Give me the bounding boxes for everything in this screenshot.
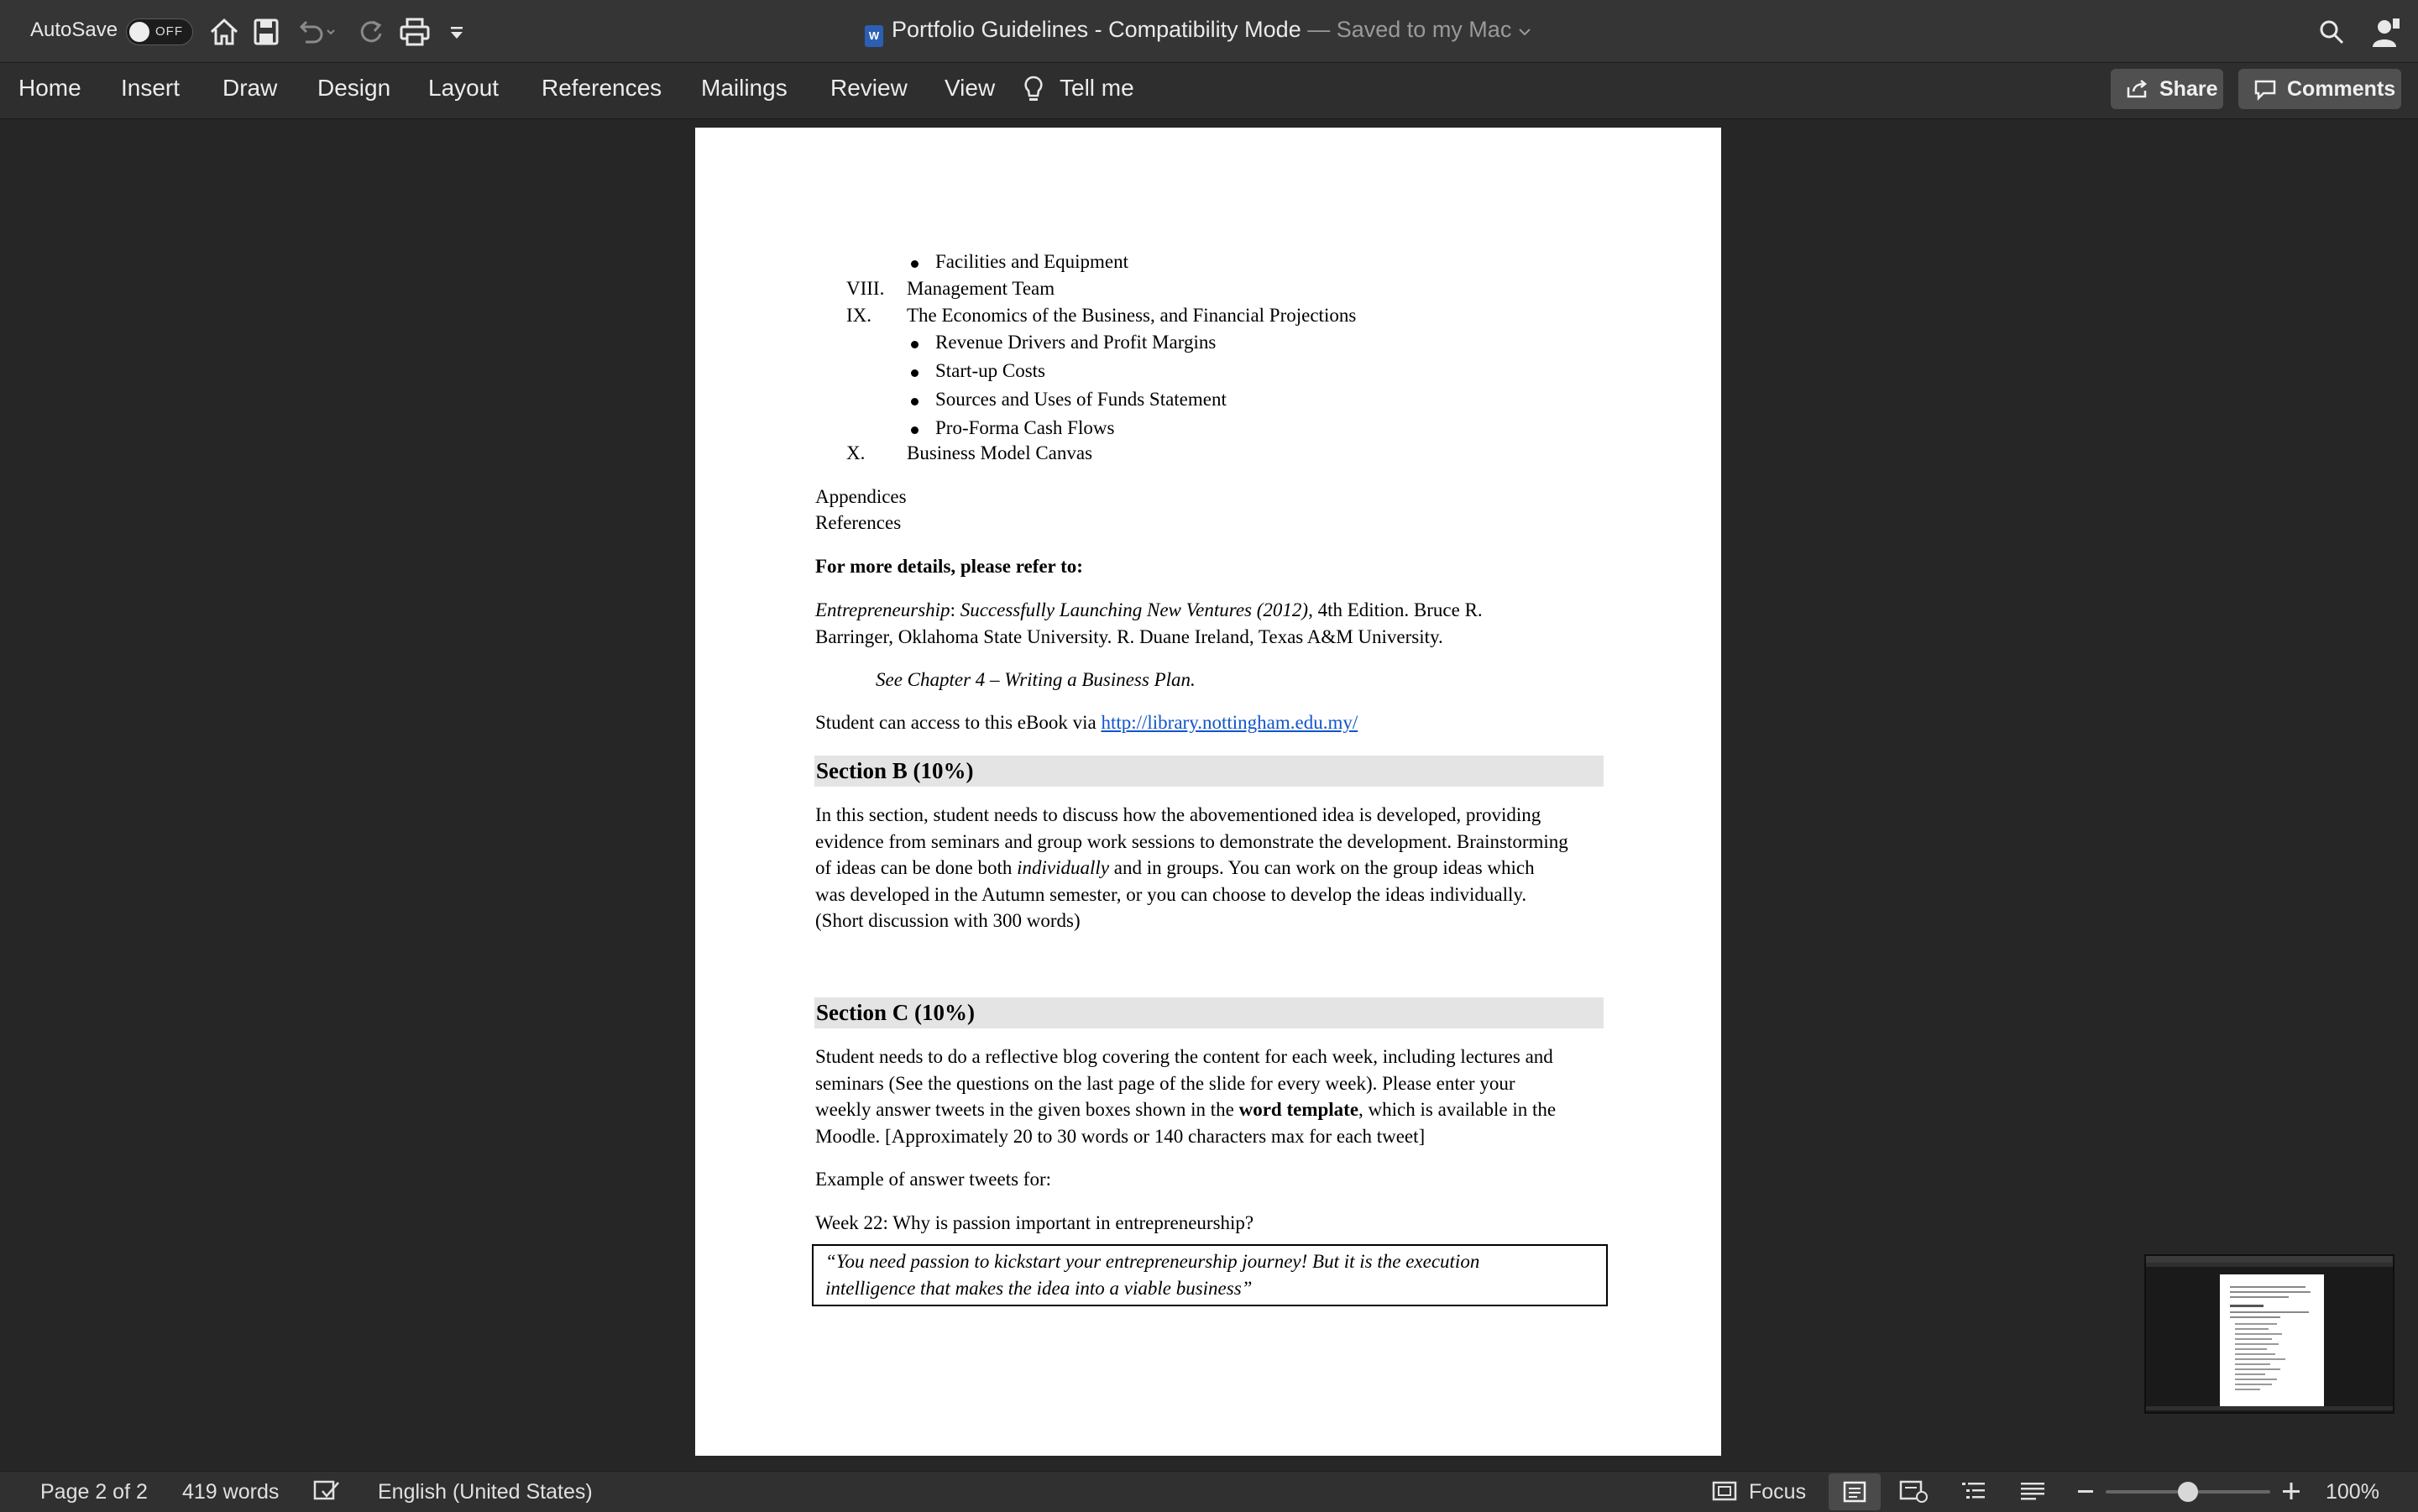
emphasis-individually: individually <box>1017 857 1110 878</box>
share-icon <box>2126 79 2149 99</box>
week-question: Week 22: Why is passion important in entrepreneurship? <box>815 1212 1254 1233</box>
bullet-marker <box>911 426 919 434</box>
word-count[interactable]: 419 words <box>182 1480 280 1504</box>
tab-references[interactable]: References <box>542 75 662 101</box>
autosave-state: OFF <box>155 24 183 39</box>
references-heading: References <box>815 512 902 533</box>
redo-icon[interactable] <box>356 15 386 49</box>
section-c-line4: Moodle. [Approximately 20 to 30 words or 140 characters max for each tweet] <box>815 1126 1426 1147</box>
book-title-part1: Entrepreneurship <box>815 599 950 620</box>
chapter-reference: See Chapter 4 – Writing a Business Plan. <box>876 669 1196 690</box>
toggle-knob <box>129 22 149 42</box>
tab-insert[interactable]: Insert <box>121 75 181 101</box>
section-c-line1: Student needs to do a reflective blog covering the content for each week, including lectures and <box>815 1046 1553 1067</box>
section-b-line5: (Short discussion with 300 words) <box>815 910 1081 931</box>
book-citation-line2: Barringer, Oklahoma State University. R. Duane Ireland, Texas A&M University. <box>815 626 1443 647</box>
book-colon: : <box>950 599 955 620</box>
search-icon[interactable] <box>2317 15 2346 49</box>
tweet-answer-box[interactable] <box>812 1244 1608 1306</box>
example-label: Example of answer tweets for: <box>815 1169 1052 1190</box>
library-link[interactable]: http://library.nottingham.edu.my/ <box>1101 712 1358 733</box>
title-bar <box>0 0 2418 63</box>
ebook-access-line <box>815 710 1358 735</box>
section-b-line3-end: and in groups. You can work on the group ideas which <box>1109 857 1535 878</box>
outline-economics: The Economics of the Business, and Financial Projections <box>907 305 1357 326</box>
print-layout-icon <box>1843 1481 1866 1503</box>
chevron-down-icon[interactable] <box>1518 27 1531 37</box>
tweet-line2: intelligence that makes the idea into a viable business” <box>825 1278 1253 1299</box>
bullet-facilities: Facilities and Equipment <box>935 251 1128 272</box>
section-b-line2: evidence from seminars and group work sessions to demonstrate the development. Brainstorming <box>815 831 1568 852</box>
home-icon[interactable] <box>208 15 240 49</box>
autosave-label: AutoSave <box>30 18 118 41</box>
focus-icon[interactable] <box>1711 1478 1738 1504</box>
section-c-line3-start: weekly answer tweets in the given boxes shown in the <box>815 1099 1239 1120</box>
tab-design[interactable]: Design <box>317 75 391 101</box>
section-c-heading: Section C (10%) <box>814 997 1604 1028</box>
zoom-level[interactable]: 100% <box>2326 1480 2379 1504</box>
window-title <box>865 17 1531 47</box>
word-doc-icon: W <box>865 25 883 47</box>
save-icon[interactable] <box>252 15 280 49</box>
bullet-revenue-drivers: Revenue Drivers and Profit Margins <box>935 332 1217 353</box>
zoom-slider[interactable] <box>2106 1490 2270 1494</box>
outline-business-model-canvas: Business Model Canvas <box>907 442 1093 463</box>
tweet-line1: “You need passion to kickstart your entrepreneurship journey! But it is the execution <box>825 1251 1480 1272</box>
language-indicator[interactable]: English (United States) <box>378 1480 593 1504</box>
outline-numeral-viii: VIII. <box>846 278 885 299</box>
ebook-text: Student can access to this eBook via <box>815 712 1102 733</box>
bullet-startup-costs: Start-up Costs <box>935 360 1045 381</box>
bullet-cash-flows: Pro-Forma Cash Flows <box>935 417 1115 438</box>
share-label: Share <box>2159 77 2218 101</box>
customize-toolbar-icon[interactable] <box>447 15 467 49</box>
proofing-icon[interactable] <box>312 1478 341 1504</box>
section-b-line4: was developed in the Autumn semester, or you can choose to develop the ideas individually. <box>815 884 1527 905</box>
section-c-line2: seminars (See the questions on the last page of the slide for every week). Please enter your <box>815 1073 1515 1094</box>
print-icon[interactable] <box>398 15 432 49</box>
outline-management-team: Management Team <box>907 278 1055 299</box>
undo-icon[interactable] <box>294 15 336 49</box>
book-edition: , 4th Edition. Bruce R. <box>1308 599 1483 620</box>
bullet-marker <box>911 369 919 377</box>
outline-numeral-ix: IX. <box>846 305 872 326</box>
book-citation-line1 <box>815 598 1483 623</box>
comments-label: Comments <box>2287 77 2396 101</box>
section-b-line3-start: of ideas can be done both <box>815 857 1018 878</box>
section-c-line3-end: , which is available in the <box>1358 1099 1557 1120</box>
document-title: Portfolio Guidelines - Compatibility Mode <box>892 17 1301 42</box>
tab-layout[interactable]: Layout <box>428 75 500 101</box>
lightbulb-icon <box>1023 75 1044 105</box>
appendices-heading: Appendices <box>815 486 907 507</box>
status-bar <box>0 1471 2418 1512</box>
navigation-thumbnail[interactable] <box>2144 1254 2394 1414</box>
saved-status[interactable]: — Saved to my Mac <box>1307 17 1512 42</box>
tab-mailings[interactable]: Mailings <box>701 75 788 101</box>
tab-review[interactable]: Review <box>830 75 908 101</box>
ribbon-tabs <box>0 63 2418 119</box>
book-title-part2: Successfully Launching New Ventures (2012) <box>960 599 1309 620</box>
more-details-label: For more details, please refer to: <box>815 556 1083 577</box>
thumbnail-preview <box>2146 1256 2393 1412</box>
comment-icon <box>2253 79 2277 101</box>
section-b-line1: In this section, student needs to discuss how the abovementioned idea is developed, providing <box>815 804 1541 825</box>
comments-button[interactable] <box>2238 69 2401 109</box>
zoom-in-icon[interactable] <box>2280 1478 2302 1504</box>
page-count[interactable]: Page 2 of 2 <box>40 1480 148 1504</box>
tab-home[interactable]: Home <box>18 75 81 101</box>
tab-draw[interactable]: Draw <box>222 75 278 101</box>
draft-icon[interactable] <box>2018 1478 2047 1504</box>
section-b-line3 <box>815 855 1535 881</box>
zoom-slider-knob[interactable] <box>2178 1482 2198 1502</box>
outline-numeral-x: X. <box>846 442 866 463</box>
bullet-marker <box>911 341 919 348</box>
emphasis-word-template: word template <box>1238 1099 1359 1120</box>
section-b-heading: Section B (10%) <box>814 756 1604 787</box>
bullet-marker <box>911 260 919 268</box>
outline-icon[interactable] <box>1960 1478 1988 1504</box>
tell-me-search[interactable]: Tell me <box>1060 75 1134 101</box>
section-c-line3 <box>815 1097 1556 1122</box>
web-layout-icon[interactable] <box>1899 1478 1928 1504</box>
account-icon[interactable] <box>2368 15 2401 49</box>
bullet-marker <box>911 398 919 405</box>
focus-mode-button[interactable]: Focus <box>1749 1480 1807 1504</box>
autosave-toggle[interactable] <box>126 18 193 45</box>
share-button[interactable] <box>2111 69 2223 109</box>
tab-view[interactable]: View <box>945 75 996 101</box>
zoom-out-icon[interactable] <box>2075 1478 2096 1504</box>
print-layout-button[interactable] <box>1829 1473 1881 1510</box>
document-page[interactable] <box>695 128 1721 1456</box>
bullet-sources-uses: Sources and Uses of Funds Statement <box>935 389 1227 410</box>
